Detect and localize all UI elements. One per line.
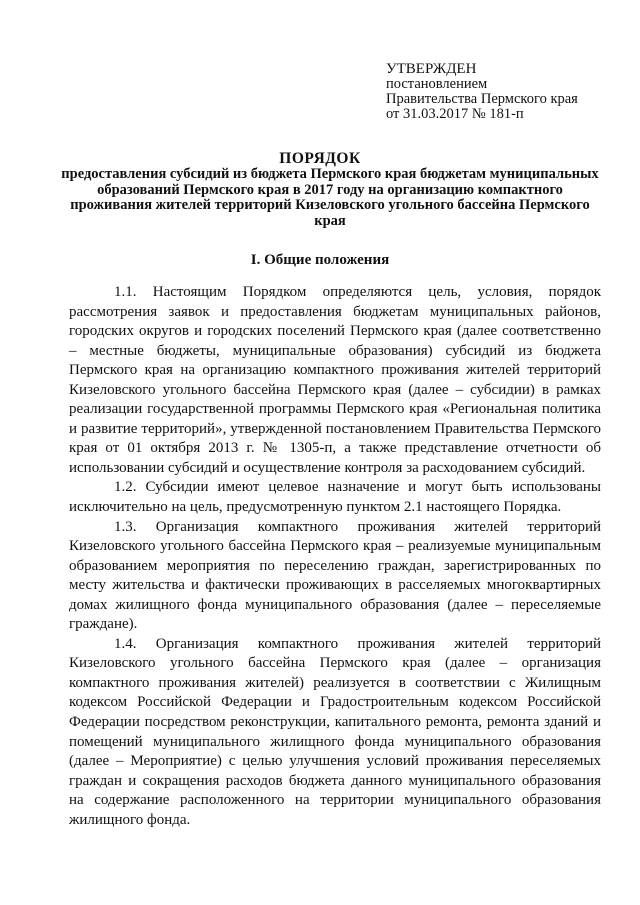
paragraph-1-4: 1.4. Организация компактного проживания жителей территорий Кизеловского угольного бассейна Пермского края (далее – организация компактного проживания жителей) реализуется в соответствии с Жилищным кодексом Российской Федерации и Градостроительным кодексом Российской Федерации посредством реконструкции, капитального ремонта, ремонта зданий и помещений муниципального жилищного фонда муниципального образования (далее – Мероприятие) с целью улучшения условий проживания переселяемых граждан и сокращения расходов бюджета данного муниципального образования на содержание расположенного на территории муниципального образования жилищного фонда. bbox=[69, 635, 601, 828]
approval-government: Правительства Пермского края bbox=[386, 91, 578, 107]
paragraph-1-2: 1.2. Субсидии имеют целевое назначение и могут быть использованы исключительно на цель, предусмотренную пунктом 2.1 настоящего Порядка. bbox=[69, 479, 601, 516]
paragraph-1-1: 1.1. Настоящим Порядком определяются цель, условия, порядок рассмотрения заявок и предоставления бюджетам муниципальных районов, городских округов и городских поселений Пермского края (далее соответственно – местные бюджеты, муниципальные образования) субсидий из бюджета Пермского края на организацию компактного проживания жителей территорий Кизеловского угольного бассейна Пермского края (далее – субсидии) в рамках реализации государственной программы Пермского края «Региональная политика и развитие территорий», утвержденной постановлением Правительства Пермского края от 01 октября 2013 г. № 1305-п, а также представление отчетности об использовании субсидий и осуществление контроля за расходованием субсидий. bbox=[69, 284, 601, 476]
section-heading: I. Общие положения bbox=[250, 252, 390, 268]
approval-resolution: постановлением bbox=[386, 76, 488, 92]
approval-date-number: от 31.03.2017 № 181-п bbox=[386, 106, 524, 122]
approval-stamp bbox=[386, 62, 578, 122]
document-body bbox=[69, 283, 601, 830]
approval-heading: УТВЕРЖДЕН bbox=[386, 61, 477, 77]
document-subtitle: предоставления субсидий из бюджета Пермского края бюджетам муниципальных образований Пермского края в 2017 году на организацию компактного проживания жителей территорий Кизеловского угольного бассейна Пермского края bbox=[61, 166, 599, 229]
document-title: ПОРЯДОК bbox=[279, 150, 361, 167]
paragraph-1-3: 1.3. Организация компактного проживания жителей территорий Кизеловского угольного бассейна Пермского края – реализуемые муниципальным образованием мероприятия по переселению граждан, зарегистрированных по месту жительства и фактически проживающих в расселяемых многоквартирных домах жилищного фонда муниципального образования (далее – переселяемые граждане). bbox=[69, 518, 601, 633]
